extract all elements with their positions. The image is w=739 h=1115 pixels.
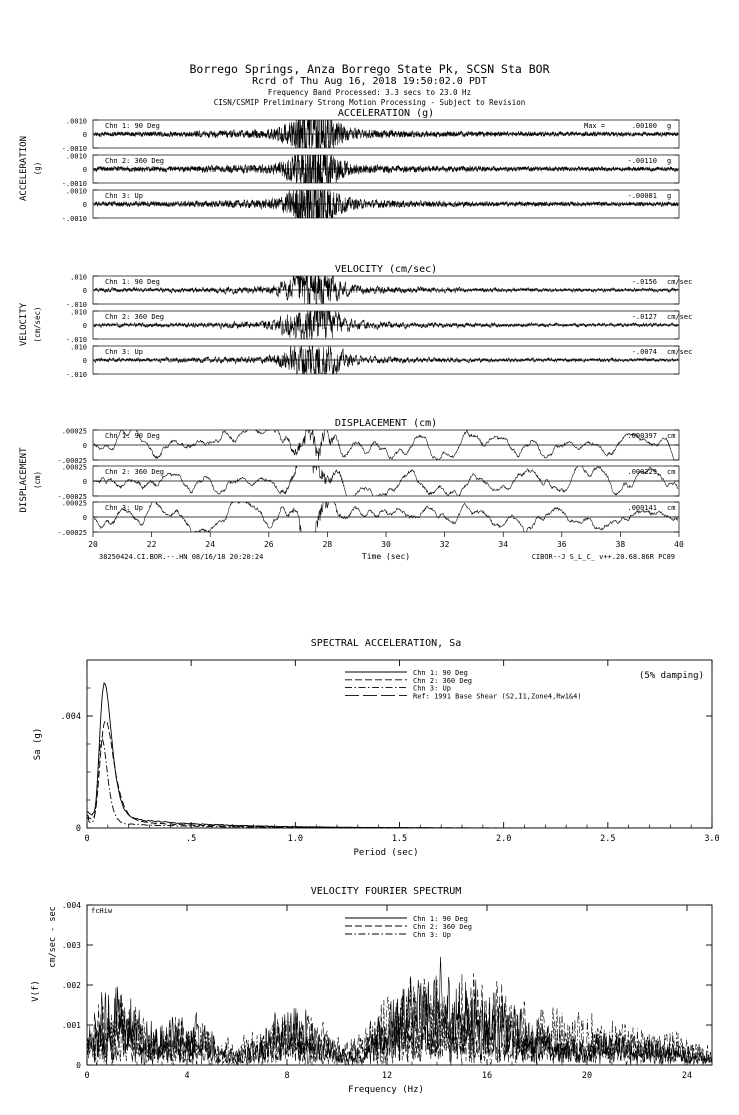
x-tick-label: 32 — [439, 540, 450, 549]
sa-x-tick-label: 2.0 — [495, 834, 512, 844]
sa-x-tick-label: 0 — [84, 834, 90, 844]
channel-label: Chn 3: Up — [105, 192, 143, 200]
sa-title: SPECTRAL ACCELERATION, Sa — [310, 638, 462, 649]
y-tick-label: .010 — [70, 343, 87, 352]
fourier-x-tick-label: 4 — [184, 1071, 190, 1081]
trace-peak-unit: cm/sec — [667, 313, 693, 321]
trace-peak-value: -.0074 — [631, 348, 657, 356]
time-history-svg — [0, 108, 739, 578]
y-tick-label: .0010 — [65, 187, 87, 196]
trace-peak-value: .000229 — [627, 468, 657, 476]
fourier-spectrum-block — [0, 880, 739, 1115]
spectral-acceleration-block — [0, 628, 739, 858]
fourier-x-tick-label: 8 — [284, 1071, 290, 1081]
x-tick-label: 20 — [88, 540, 98, 549]
sa-x-tick-label: 1.5 — [391, 834, 408, 844]
sa-plot-frame — [87, 660, 712, 828]
y-tick-label: -.00025 — [57, 529, 87, 537]
trace-peak-unit: g — [667, 122, 672, 130]
trace-peak-unit: g — [667, 192, 672, 200]
trace-peak-unit: cm/sec — [667, 278, 693, 286]
x-tick-label: 24 — [205, 540, 216, 549]
x-tick-label: 38 — [615, 540, 626, 549]
channel-label: Chn 2: 360 Deg — [105, 468, 165, 476]
fourier-y-tick-label: .002 — [61, 981, 81, 990]
fourier-y-tick-label: 0 — [76, 1061, 81, 1070]
y-tick-label: -.0010 — [61, 180, 87, 188]
channel-label: Chn 1: 90 Deg — [105, 122, 160, 130]
x-tick-label: 36 — [556, 540, 567, 549]
y-tick-label: 0 — [82, 131, 87, 139]
channel-label: Chn 1: 90 Deg — [105, 278, 160, 286]
y-tick-label: 0 — [82, 442, 87, 450]
y-axis-unit-acceleration: (g) — [33, 161, 42, 176]
y-tick-label: .00025 — [61, 499, 87, 508]
trace-peak-unit: g — [667, 157, 672, 165]
y-tick-label: -.010 — [65, 371, 87, 379]
fourier-legend-label: Chn 2: 360 Deg — [413, 923, 473, 931]
trace-peak-unit: cm — [667, 504, 676, 512]
panel-title-displacement: DISPLACEMENT (cm) — [334, 418, 438, 429]
x-tick-label: 22 — [146, 540, 157, 549]
waveform-trace — [94, 461, 678, 500]
header-line-band: Frequency Band Processed: 3.3 secs to 23.0 Hz — [267, 88, 472, 97]
fourier-y-tick-label: .001 — [61, 1021, 81, 1030]
footer-left: 38250424.CI.BOR.--.HN 08/16/18 20:20:24 — [99, 553, 264, 561]
y-tick-label: .0010 — [65, 117, 87, 126]
y-axis-unit-velocity: (cm/sec) — [33, 306, 42, 343]
y-tick-label: 0 — [82, 514, 87, 522]
fourier-legend-label: Chn 3: Up — [413, 931, 451, 939]
fourier-y-tick-label: .003 — [61, 941, 81, 950]
channel-label: Chn 3: Up — [105, 348, 143, 356]
fourier-legend-label: Chn 1: 90 Deg — [413, 915, 468, 923]
y-axis-label-velocity: VELOCITY — [19, 302, 29, 347]
fourier-x-axis-label: Frequency (Hz) — [348, 1085, 424, 1095]
y-tick-label: .010 — [70, 273, 87, 282]
trace-peak-value: .00100 — [631, 122, 657, 130]
panel-title-acceleration: ACCELERATION (g) — [337, 108, 435, 119]
sa-curve — [87, 721, 712, 828]
header-line-station: Borrego Springs, Anza Borrego State Pk, SCSN Sta BOR — [189, 62, 550, 76]
sa-legend-label: Chn 1: 90 Deg — [413, 669, 468, 677]
y-tick-label: .0010 — [65, 152, 87, 161]
y-tick-label: -.00025 — [57, 493, 87, 501]
sa-x-axis-label: Period (sec) — [353, 848, 419, 858]
fourier-x-tick-label: 12 — [381, 1071, 393, 1081]
channel-label: Chn 3: Up — [105, 504, 143, 512]
sa-x-tick-label: 3.0 — [704, 834, 720, 844]
y-axis-label-displacement: DISPLACEMENT — [19, 447, 29, 513]
trace-peak-value: -.0127 — [631, 313, 657, 321]
fourier-x-tick-label: 24 — [681, 1071, 693, 1081]
y-tick-label: -.0010 — [61, 145, 87, 153]
x-tick-label: 40 — [674, 540, 684, 549]
fourier-title: VELOCITY FOURIER SPECTRUM — [310, 886, 462, 897]
fourier-y-axis-unit: cm/sec - sec — [48, 906, 58, 968]
sa-legend-label: Chn 2: 360 Deg — [413, 676, 473, 685]
max-label: Max = — [584, 122, 606, 130]
trace-peak-unit: cm/sec — [667, 348, 693, 356]
chart-header — [0, 62, 739, 107]
sa-svg — [0, 628, 739, 858]
y-tick-label: 0 — [82, 287, 87, 295]
y-tick-label: -.010 — [65, 336, 87, 344]
trace-peak-value: .000397 — [627, 432, 657, 440]
sa-legend-label: Ref: 1991 Base Shear (S2,I1,Zone4,Rw1&4) — [413, 692, 582, 701]
trace-peak-value: .000141 — [627, 504, 657, 512]
y-tick-label: .00025 — [61, 463, 87, 472]
sa-x-tick-label: 2.5 — [600, 834, 616, 844]
y-axis-label-acceleration: ACCELERATION — [19, 135, 29, 202]
channel-label: Chn 2: 360 Deg — [105, 157, 165, 165]
y-tick-label: .010 — [70, 308, 87, 317]
y-tick-label: 0 — [82, 166, 87, 174]
fourier-y-tick-label: .004 — [61, 901, 81, 910]
sa-x-tick-label: .5 — [186, 834, 197, 844]
y-tick-label: -.0010 — [61, 215, 87, 223]
sa-curve — [87, 739, 712, 829]
sa-y-tick-label: 0 — [75, 824, 81, 834]
x-axis-label: Time (sec) — [361, 552, 411, 561]
trace-peak-value: -.00110 — [627, 157, 657, 165]
sa-damping-annotation: (5% damping) — [638, 671, 704, 681]
x-tick-label: 30 — [381, 540, 391, 549]
y-tick-label: .00025 — [61, 427, 87, 436]
header-line-record: Rcrd of Thu Aug 16, 2018 19:50:02.0 PDT — [252, 76, 487, 87]
fourier-svg — [0, 880, 739, 1115]
channel-label: Chn 1: 90 Deg — [105, 432, 160, 440]
x-tick-label: 28 — [322, 540, 333, 549]
y-tick-label: -.00025 — [57, 457, 87, 465]
fourier-y-axis-label: V(f) — [31, 980, 41, 1002]
fourier-x-tick-label: 16 — [481, 1071, 493, 1081]
footer-right: CIBOR--J S_L_C_ v++.20.68.86R PC89 — [531, 553, 675, 561]
y-axis-unit-displacement: (cm) — [33, 470, 42, 490]
trace-peak-unit: cm — [667, 432, 676, 440]
sa-y-tick-label: .004 — [60, 712, 81, 722]
header-line-processing: CISN/CSMIP Preliminary Strong Motion Processing - Subject to Revision — [213, 98, 526, 107]
y-tick-label: 0 — [82, 357, 87, 365]
y-tick-label: 0 — [82, 322, 87, 330]
y-tick-label: 0 — [82, 201, 87, 209]
panel-title-velocity: VELOCITY (cm/sec) — [334, 264, 438, 275]
trace-peak-value: -.00081 — [627, 192, 657, 200]
fourier-x-tick-label: 20 — [581, 1071, 593, 1081]
y-tick-label: 0 — [82, 478, 87, 486]
fourier-x-tick-label: 0 — [84, 1071, 90, 1081]
sa-x-tick-label: 1.0 — [287, 834, 304, 844]
trace-peak-value: -.0156 — [631, 278, 657, 286]
time-history-block — [0, 108, 739, 578]
sa-y-axis-label: Sa (g) — [33, 727, 43, 761]
x-tick-label: 26 — [263, 540, 274, 549]
sa-curve — [87, 683, 712, 828]
trace-peak-unit: cm — [667, 468, 676, 476]
sa-legend-label: Chn 3: Up — [413, 684, 451, 693]
x-tick-label: 34 — [498, 540, 509, 549]
fourier-corner-label: fcHiw — [91, 907, 113, 915]
channel-label: Chn 2: 360 Deg — [105, 313, 165, 321]
y-tick-label: -.010 — [65, 301, 87, 309]
waveform-trace — [94, 343, 678, 386]
